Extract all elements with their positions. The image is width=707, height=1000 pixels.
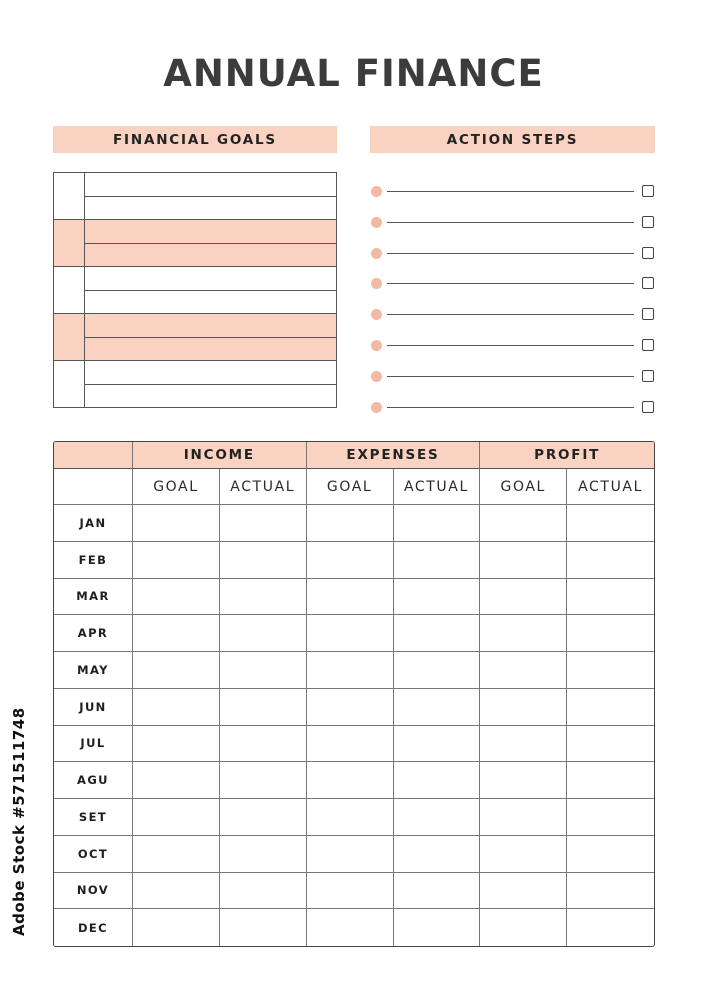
table-corner-cell <box>54 469 133 505</box>
month-label: AGU <box>54 762 133 799</box>
month-label: MAY <box>54 652 133 689</box>
table-entry-cell[interactable] <box>133 542 220 579</box>
goal-group <box>54 313 336 360</box>
goal-number-cell[interactable] <box>54 267 85 313</box>
table-entry-cell[interactable] <box>133 505 220 542</box>
table-entry-cell[interactable] <box>220 689 307 726</box>
bullet-dot-icon <box>371 340 382 351</box>
table-entry-cell[interactable] <box>307 799 394 836</box>
step-write-line[interactable] <box>387 253 634 254</box>
table-entry-cell[interactable] <box>394 689 481 726</box>
table-entry-cell[interactable] <box>133 726 220 763</box>
month-label: JAN <box>54 505 133 542</box>
table-entry-cell[interactable] <box>394 579 481 616</box>
watermark-brand: Adobe Stock <box>10 824 28 936</box>
goal-line[interactable] <box>85 314 336 337</box>
table-entry-cell[interactable] <box>394 799 481 836</box>
goal-line[interactable] <box>85 337 336 361</box>
table-entry-cell[interactable] <box>307 689 394 726</box>
table-entry-cell[interactable] <box>394 836 481 873</box>
table-entry-cell[interactable] <box>480 762 567 799</box>
table-entry-cell[interactable] <box>480 542 567 579</box>
table-entry-cell[interactable] <box>220 836 307 873</box>
table-entry-cell[interactable] <box>567 762 654 799</box>
goal-group <box>54 266 336 313</box>
table-entry-cell[interactable] <box>480 615 567 652</box>
table-entry-cell[interactable] <box>133 615 220 652</box>
subheader-actual: ACTUAL <box>567 469 654 505</box>
step-write-line[interactable] <box>387 314 634 315</box>
table-entry-cell[interactable] <box>307 836 394 873</box>
table-entry-cell[interactable] <box>133 689 220 726</box>
table-entry-cell[interactable] <box>480 873 567 910</box>
goal-line[interactable] <box>85 267 336 290</box>
subheader-actual: ACTUAL <box>394 469 481 505</box>
step-checkbox[interactable] <box>642 339 654 351</box>
table-entry-cell[interactable] <box>133 762 220 799</box>
finance-table <box>53 441 655 947</box>
goal-line[interactable] <box>85 220 336 243</box>
watermark-stock-id: #571511748 <box>10 707 28 819</box>
table-entry-cell[interactable] <box>567 909 654 946</box>
goal-group <box>54 173 336 219</box>
bullet-dot-icon <box>371 402 382 413</box>
table-entry-cell[interactable] <box>220 909 307 946</box>
action-steps-header: ACTION STEPS <box>370 126 655 153</box>
action-step <box>370 238 655 269</box>
month-label: OCT <box>54 836 133 873</box>
goal-number-cell[interactable] <box>54 314 85 360</box>
table-entry-cell[interactable] <box>567 726 654 763</box>
subheader-goal: GOAL <box>307 469 394 505</box>
action-step <box>370 392 655 423</box>
table-entry-cell[interactable] <box>220 799 307 836</box>
table-entry-cell[interactable] <box>307 909 394 946</box>
table-entry-cell[interactable] <box>307 652 394 689</box>
table-entry-cell[interactable] <box>307 873 394 910</box>
step-write-line[interactable] <box>387 283 634 284</box>
subheader-goal: GOAL <box>133 469 220 505</box>
table-entry-cell[interactable] <box>133 652 220 689</box>
group-header-income: INCOME <box>133 442 307 469</box>
month-label: APR <box>54 615 133 652</box>
subheader-goal: GOAL <box>480 469 567 505</box>
table-entry-cell[interactable] <box>220 726 307 763</box>
table-entry-cell[interactable] <box>307 762 394 799</box>
month-label: DEC <box>54 909 133 946</box>
table-entry-cell[interactable] <box>307 579 394 616</box>
goal-line[interactable] <box>85 384 336 408</box>
table-entry-cell[interactable] <box>394 652 481 689</box>
bullet-dot-icon <box>371 309 382 320</box>
goal-group <box>54 219 336 266</box>
goal-number-cell[interactable] <box>54 361 85 407</box>
month-label: MAR <box>54 579 133 616</box>
table-entry-cell[interactable] <box>220 542 307 579</box>
bullet-dot-icon <box>371 371 382 382</box>
bullet-dot-icon <box>371 248 382 259</box>
table-entry-cell[interactable] <box>307 726 394 763</box>
table-entry-cell[interactable] <box>480 909 567 946</box>
table-entry-cell[interactable] <box>307 615 394 652</box>
month-label: SET <box>54 799 133 836</box>
financial-goals-header: FINANCIAL GOALS <box>53 126 337 153</box>
table-entry-cell[interactable] <box>394 873 481 910</box>
action-step <box>370 207 655 238</box>
goal-line[interactable] <box>85 173 336 196</box>
step-write-line[interactable] <box>387 407 634 408</box>
step-write-line[interactable] <box>387 376 634 377</box>
table-entry-cell[interactable] <box>567 836 654 873</box>
table-entry-cell[interactable] <box>480 726 567 763</box>
month-label: FEB <box>54 542 133 579</box>
table-entry-cell[interactable] <box>480 836 567 873</box>
table-entry-cell[interactable] <box>480 505 567 542</box>
table-entry-cell[interactable] <box>480 689 567 726</box>
goal-number-cell[interactable] <box>54 220 85 266</box>
table-entry-cell[interactable] <box>480 652 567 689</box>
table-entry-cell[interactable] <box>394 909 481 946</box>
table-entry-cell[interactable] <box>567 505 654 542</box>
financial-goals-grid <box>53 172 337 408</box>
table-entry-cell[interactable] <box>220 873 307 910</box>
action-step <box>370 299 655 330</box>
table-entry-cell[interactable] <box>307 542 394 579</box>
goal-line[interactable] <box>85 196 336 220</box>
table-entry-cell[interactable] <box>133 799 220 836</box>
step-checkbox[interactable] <box>642 277 654 289</box>
month-label: JUN <box>54 689 133 726</box>
goal-group <box>54 360 336 407</box>
table-entry-cell[interactable] <box>220 652 307 689</box>
step-write-line[interactable] <box>387 191 634 192</box>
table-entry-cell[interactable] <box>133 579 220 616</box>
step-write-line[interactable] <box>387 345 634 346</box>
action-step <box>370 268 655 299</box>
action-step <box>370 176 655 207</box>
table-entry-cell[interactable] <box>220 579 307 616</box>
table-entry-cell[interactable] <box>567 799 654 836</box>
subheader-actual: ACTUAL <box>220 469 307 505</box>
table-entry-cell[interactable] <box>567 615 654 652</box>
table-entry-cell[interactable] <box>394 615 481 652</box>
goal-number-cell[interactable] <box>54 173 85 219</box>
table-entry-cell[interactable] <box>220 615 307 652</box>
stock-id-watermark <box>10 707 28 936</box>
table-entry-cell[interactable] <box>394 542 481 579</box>
action-step <box>370 361 655 392</box>
table-entry-cell[interactable] <box>394 505 481 542</box>
group-header-profit: PROFIT <box>480 442 654 469</box>
goal-line[interactable] <box>85 290 336 314</box>
table-entry-cell[interactable] <box>567 579 654 616</box>
table-entry-cell[interactable] <box>394 762 481 799</box>
table-entry-cell[interactable] <box>394 726 481 763</box>
table-entry-cell[interactable] <box>567 652 654 689</box>
step-checkbox[interactable] <box>642 401 654 413</box>
table-entry-cell[interactable] <box>133 909 220 946</box>
bullet-dot-icon <box>371 186 382 197</box>
month-label: JUL <box>54 726 133 763</box>
table-entry-cell[interactable] <box>307 505 394 542</box>
step-checkbox[interactable] <box>642 370 654 382</box>
step-write-line[interactable] <box>387 222 634 223</box>
table-entry-cell[interactable] <box>220 762 307 799</box>
page-title: ANNUAL FINANCE <box>163 52 544 95</box>
step-checkbox[interactable] <box>642 216 654 228</box>
goal-line[interactable] <box>85 361 336 384</box>
table-entry-cell[interactable] <box>567 873 654 910</box>
group-header-expenses: EXPENSES <box>307 442 481 469</box>
table-entry-cell[interactable] <box>220 505 307 542</box>
action-steps-list <box>370 176 655 422</box>
action-step <box>370 330 655 361</box>
goal-line[interactable] <box>85 243 336 267</box>
step-checkbox[interactable] <box>642 247 654 259</box>
table-corner-tint <box>54 442 133 469</box>
bullet-dot-icon <box>371 217 382 228</box>
bullet-dot-icon <box>371 278 382 289</box>
table-entry-cell[interactable] <box>567 689 654 726</box>
table-entry-cell[interactable] <box>480 579 567 616</box>
step-checkbox[interactable] <box>642 185 654 197</box>
step-checkbox[interactable] <box>642 308 654 320</box>
table-entry-cell[interactable] <box>480 799 567 836</box>
month-label: NOV <box>54 873 133 910</box>
table-entry-cell[interactable] <box>133 836 220 873</box>
table-entry-cell[interactable] <box>567 542 654 579</box>
table-entry-cell[interactable] <box>133 873 220 910</box>
